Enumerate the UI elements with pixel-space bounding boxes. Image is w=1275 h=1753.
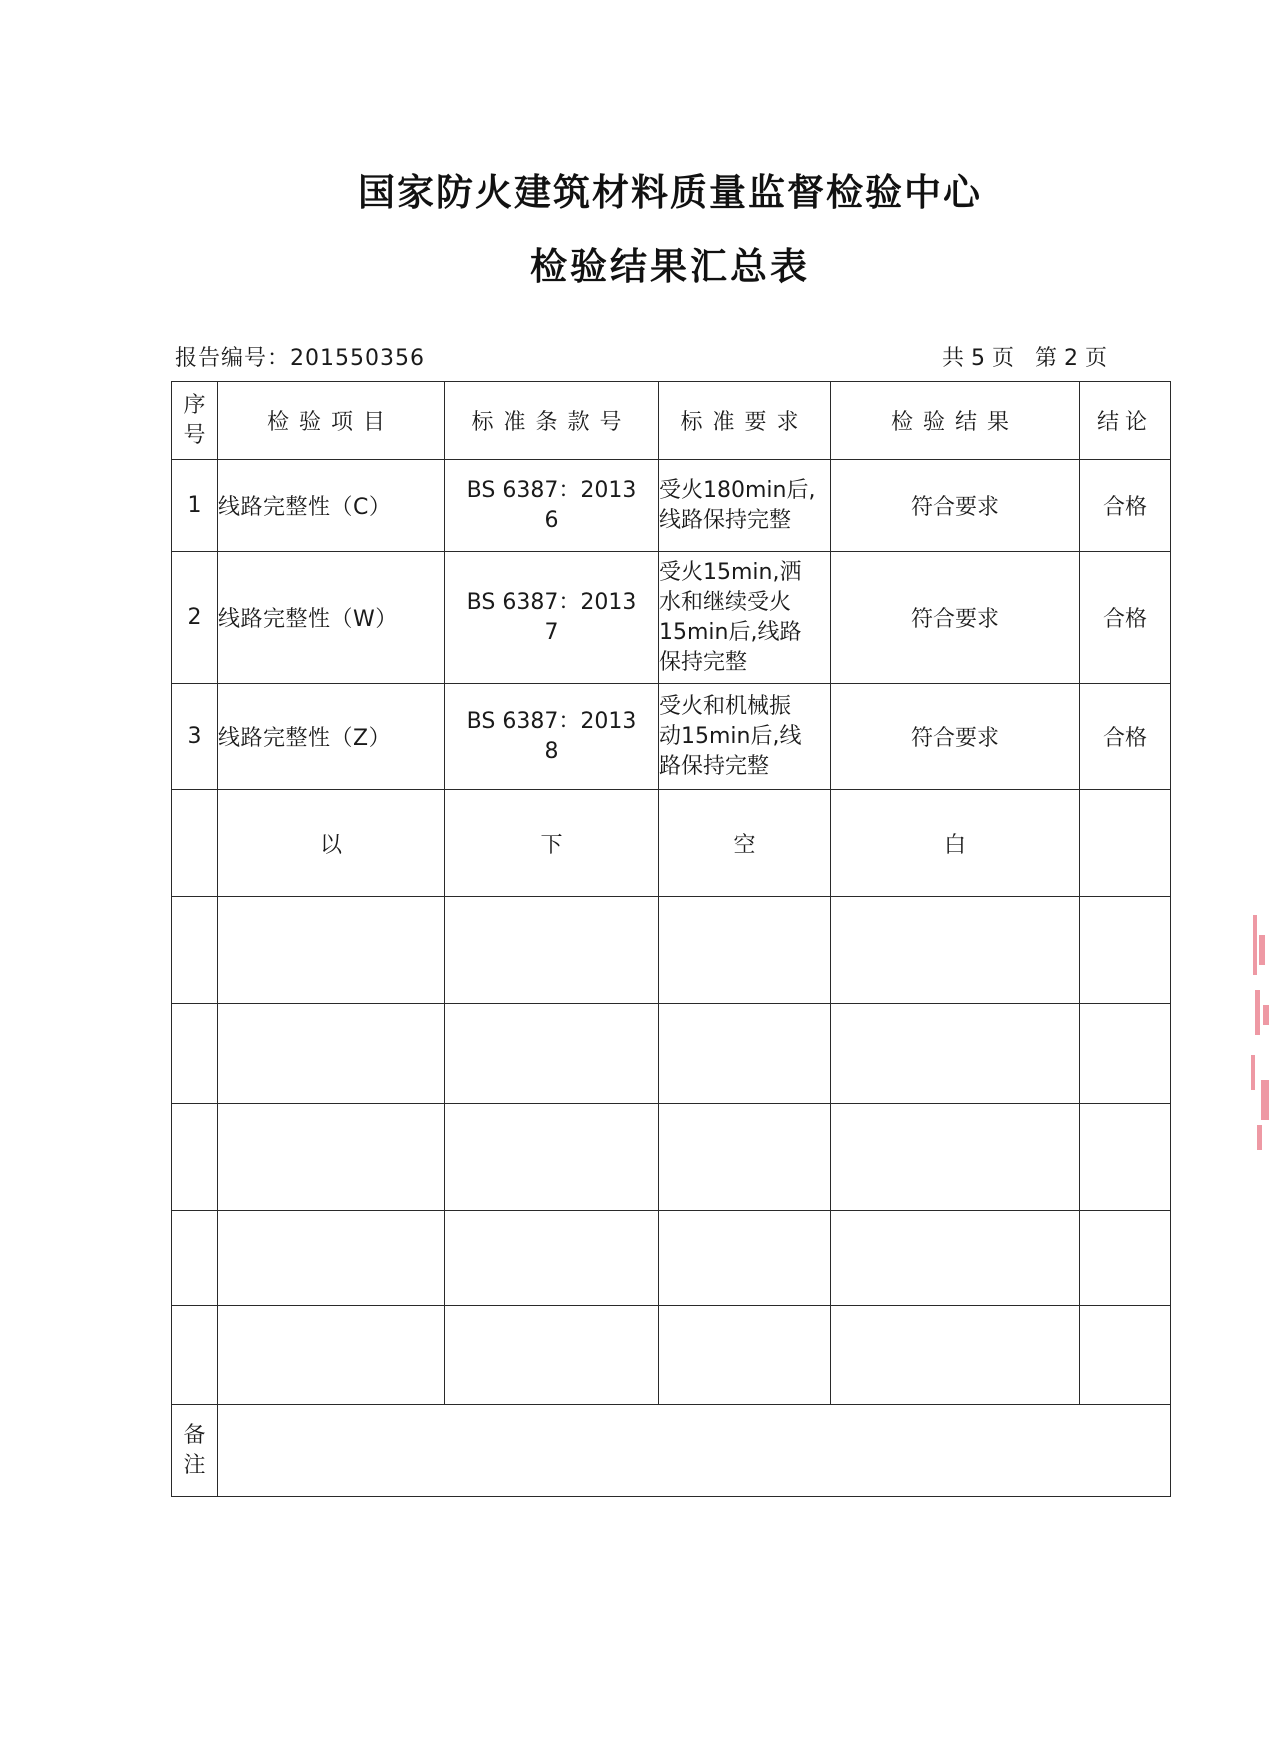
- report-number: [175, 341, 425, 372]
- report-number-value: 201550356: [290, 346, 425, 371]
- row-result: 符合要求: [831, 552, 1080, 684]
- org-title: 国家防火建筑材料质量监督检验中心: [358, 171, 982, 214]
- empty-cell: [1080, 1104, 1171, 1211]
- results-table: [171, 381, 1171, 1497]
- row-clause-std: BS 6387：2013: [466, 589, 637, 615]
- empty-cell: [831, 1306, 1080, 1405]
- table-row-blank-marker: [172, 790, 1171, 897]
- row-clause-std: BS 6387：2013: [466, 477, 637, 503]
- remark-content: [218, 1405, 1171, 1497]
- empty-cell: [659, 1104, 831, 1211]
- empty-cell: [218, 1306, 445, 1405]
- row-item: 线路完整性（W）: [218, 552, 445, 684]
- row-item: 线路完整性（C）: [218, 460, 445, 552]
- col-header-result: 检验结果: [831, 382, 1080, 460]
- row-conclusion: 合格: [1080, 684, 1171, 790]
- row-conclusion: 合格: [1080, 552, 1171, 684]
- empty-cell: [218, 1104, 445, 1211]
- blank-marker-4: 白: [831, 790, 1080, 897]
- empty-cell: [218, 1211, 445, 1306]
- empty-cell: [172, 897, 218, 1004]
- empty-cell: [659, 1004, 831, 1104]
- table-row: [172, 552, 1171, 684]
- empty-cell: [218, 1004, 445, 1104]
- table-row: [172, 460, 1171, 552]
- empty-cell: [659, 1211, 831, 1306]
- row-conclusion: 合格: [1080, 460, 1171, 552]
- empty-cell: [831, 1211, 1080, 1306]
- col-header-conclusion: 结论: [1080, 382, 1171, 460]
- empty-cell: [1080, 1306, 1171, 1405]
- empty-cell: [172, 1004, 218, 1104]
- form-title: 检验结果汇总表: [530, 245, 810, 288]
- empty-cell: [445, 1306, 659, 1405]
- empty-cell: [172, 1306, 218, 1405]
- empty-cell: [445, 1004, 659, 1104]
- empty-cell: [1080, 1211, 1171, 1306]
- empty-cell: [659, 1306, 831, 1405]
- empty-cell: [445, 897, 659, 1004]
- row-item: 线路完整性（Z）: [218, 684, 445, 790]
- row-seq: 2: [172, 552, 218, 684]
- row-requirement: 受火180min后, 线路保持完整: [659, 460, 831, 552]
- row-clause: [445, 552, 659, 684]
- seal-stamp-fragment: [1245, 915, 1275, 1155]
- empty-cell: [1080, 1004, 1171, 1104]
- row-clause-no: 6: [544, 507, 559, 533]
- empty-cell: [659, 897, 831, 1004]
- table-row-empty: [172, 897, 1171, 1004]
- table-header-row: [172, 382, 1171, 460]
- row-result: 符合要求: [831, 460, 1080, 552]
- table-row-empty: [172, 1306, 1171, 1405]
- col-header-clause: 标准条款号: [445, 382, 659, 460]
- remark-row: [172, 1405, 1171, 1497]
- row-clause: [445, 460, 659, 552]
- row-requirement: 受火15min,洒 水和继续受火 15min后,线路 保持完整: [659, 552, 831, 684]
- col-header-seq: 序号: [172, 382, 218, 460]
- row-clause: [445, 684, 659, 790]
- empty-cell: [1080, 897, 1171, 1004]
- empty-cell: [831, 1004, 1080, 1104]
- remark-label: 备注: [172, 1405, 218, 1497]
- col-header-item: 检验项目: [218, 382, 445, 460]
- table-row-empty: [172, 1104, 1171, 1211]
- row-seq: 1: [172, 460, 218, 552]
- row-seq: 3: [172, 684, 218, 790]
- row-clause-no: 7: [544, 619, 559, 645]
- empty-cell: [445, 1104, 659, 1211]
- table-row-empty: [172, 1211, 1171, 1306]
- row-clause-std: BS 6387：2013: [466, 708, 637, 734]
- table-row-empty: [172, 1004, 1171, 1104]
- page-info: 共 5 页 第 2 页: [942, 346, 1107, 371]
- blank-marker-1: 以: [218, 790, 445, 897]
- col-header-requirement: 标准要求: [659, 382, 831, 460]
- blank-marker-2: 下: [445, 790, 659, 897]
- row-clause-no: 8: [544, 738, 559, 764]
- empty-cell: [218, 897, 445, 1004]
- blank-marker-3: 空: [659, 790, 831, 897]
- empty-cell: [831, 897, 1080, 1004]
- empty-cell: [172, 1104, 218, 1211]
- report-number-label: 报告编号：: [175, 346, 291, 371]
- table-row: [172, 684, 1171, 790]
- empty-cell: [831, 1104, 1080, 1211]
- row-requirement: 受火和机械振 动15min后,线 路保持完整: [659, 684, 831, 790]
- blank-cell: [172, 790, 218, 897]
- row-result: 符合要求: [831, 684, 1080, 790]
- blank-cell: [1080, 790, 1171, 897]
- empty-cell: [172, 1211, 218, 1306]
- empty-cell: [445, 1211, 659, 1306]
